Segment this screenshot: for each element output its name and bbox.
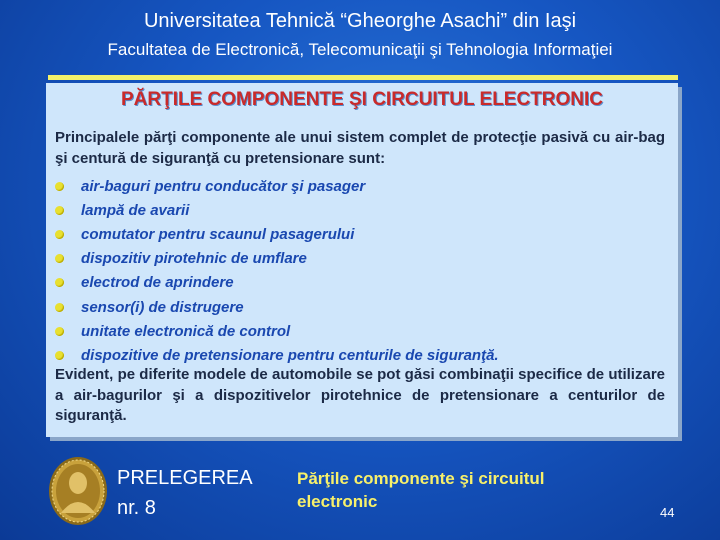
list-item-label: unitate electronică de control [81, 322, 291, 340]
list-item [55, 295, 665, 319]
list-item-label: comutator pentru scaunul pasagerului [81, 225, 355, 243]
bullet-icon [55, 206, 64, 215]
list-item [55, 319, 665, 343]
list-item [55, 222, 665, 246]
topic-line-1: Părţile componente şi circuitul [297, 469, 545, 488]
slide-title: PĂRŢILE COMPONENTE ŞI CIRCUITUL ELECTRONIC [120, 89, 604, 110]
list-item-label: air-baguri pentru conducător şi pasager [81, 177, 366, 195]
list-item-label: dispozitive de pretensionare pentru centurile de siguranţă. [81, 346, 499, 364]
list-item-label: sensor(i) de distrugere [81, 298, 244, 316]
lecture-topic [297, 467, 545, 513]
list-item [55, 343, 665, 367]
list-item [55, 198, 665, 222]
list-item [55, 174, 665, 198]
list-item [55, 247, 665, 271]
divider-rule [48, 75, 678, 80]
bullet-icon [55, 327, 64, 336]
bullet-icon [55, 182, 64, 191]
lecture-title: PRELEGEREA [117, 467, 253, 489]
university-title: Universitatea Tehnică “Gheorghe Asachi” din Iaşi [143, 10, 577, 32]
component-list [55, 174, 665, 368]
faculty-name: Facultatea de Electronică, Telecomunicaţii şi Tehnologia Informaţiei [107, 40, 613, 59]
content-panel [46, 83, 678, 437]
list-item-label: electrod de aprindere [81, 274, 234, 292]
bullet-icon [55, 254, 64, 263]
intro-text: Principalele părţi componente ale unui sistem complet de protecţie pasivă cu air-bag şi centură de siguranţă cu pretensionare sunt: [55, 129, 665, 167]
bullet-icon [55, 351, 64, 360]
list-item [55, 271, 665, 295]
lecture-label [117, 463, 253, 523]
lecture-number: nr. 8 [117, 497, 156, 519]
bullet-icon [55, 303, 64, 312]
bullet-icon [55, 278, 64, 287]
conclusion-text: Evident, pe diferite modele de automobile se pot găsi combinaţii specifice de utilizare a air-bagurilor şi a dispozitivelor pirotehnice de pretensionare a centurilor de siguranţă. [55, 366, 665, 424]
medal-portrait-icon [47, 455, 109, 527]
list-item-label: lampă de avarii [81, 201, 190, 219]
bullet-icon [55, 230, 64, 239]
topic-line-2: electronic [297, 492, 378, 511]
page-number: 44 [660, 505, 675, 520]
list-item-label: dispozitiv pirotehnic de umflare [81, 250, 307, 268]
